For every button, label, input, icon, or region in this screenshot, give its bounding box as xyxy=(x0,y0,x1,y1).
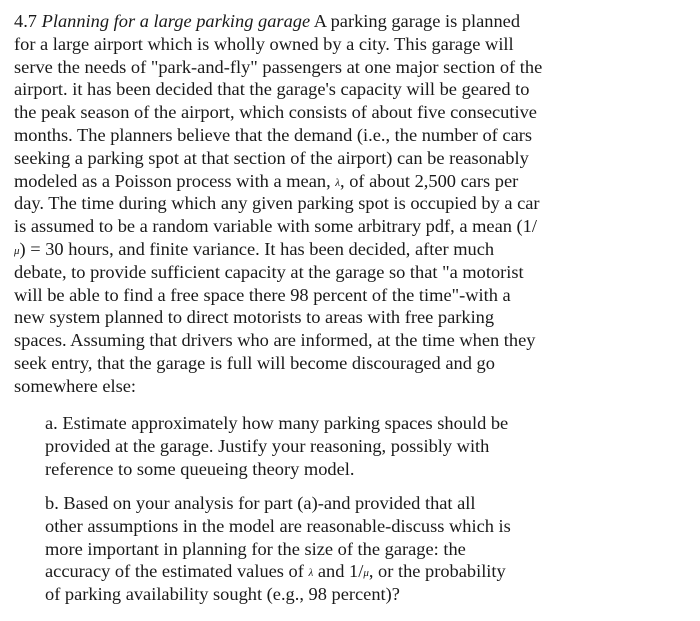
part-b-text: , or the probability xyxy=(368,561,506,582)
problem-line-2: for a large airport which is wholly owned by a city. This garage will xyxy=(14,33,514,54)
problem-line-17: somewhere else: xyxy=(14,375,137,396)
problem-line-16: seek entry, that the garage is full will become discouraged and go xyxy=(14,352,495,373)
part-b-line-3: more important in planning for the size of the garage: the xyxy=(45,538,466,559)
problem-text: modeled as a Poisson process with a mean, xyxy=(14,170,336,191)
part-b-line-5: of parking availability sought (e.g., 98 percent)? xyxy=(45,584,400,605)
part-b-text: accuracy of the estimated values of xyxy=(45,561,309,582)
part-b-text: and 1/ xyxy=(313,561,364,582)
problem-line-1 xyxy=(14,10,686,33)
part-b-line-2: other assumptions in the model are reasonable-discuss which is xyxy=(45,515,511,536)
problem-statement xyxy=(14,10,700,398)
mu-symbol: μ xyxy=(363,567,369,580)
problem-line-14: new system planned to direct motorists to areas with free parking xyxy=(14,307,495,328)
problem-number: 4.7 xyxy=(14,11,37,31)
mu-symbol: μ xyxy=(14,244,20,257)
part-a-line-2: provided at the garage. Justify your reasoning, possibly with xyxy=(45,435,490,456)
problem-line-4: airport. it has been decided that the garage's capacity will be geared to xyxy=(14,79,530,100)
problem-line-3: serve the needs of "park-and-fly" passengers at one major section of the xyxy=(14,56,543,77)
part-a-line-1: a. Estimate approximately how many parking spaces should be xyxy=(45,413,509,433)
problem-text: A parking garage is planned xyxy=(310,11,521,31)
part-a-line-3: reference to some queueing theory model. xyxy=(45,458,355,479)
lambda-symbol: λ xyxy=(335,176,341,189)
problem-text: , of about 2,500 cars per xyxy=(340,170,519,191)
part-b-line-1: b. Based on your analysis for part (a)-and provided that all xyxy=(45,493,476,513)
problem-line-6: months. The planners believe that the demand (i.e., the number of cars xyxy=(14,124,533,145)
problem-title: Planning for a large parking garage xyxy=(41,11,311,31)
lambda-symbol: λ xyxy=(308,567,314,580)
problem-line-11 xyxy=(14,238,686,261)
problem-line-7: seeking a parking spot at that section of the airport) can be reasonably xyxy=(14,147,529,168)
problem-line-5: the peak season of the airport, which consists of about five consecutive xyxy=(14,102,537,123)
problem-line-13: will be able to find a free space there 98 percent of the time"-with a xyxy=(14,284,511,305)
part-a xyxy=(45,412,685,480)
problem-line-15: spaces. Assuming that drivers who are informed, at the time when they xyxy=(14,330,536,351)
part-b xyxy=(45,492,685,606)
problem-line-12: debate, to provide sufficient capacity at the garage so that "a motorist xyxy=(14,261,524,282)
part-b-line-4 xyxy=(45,560,685,583)
problem-line-9: day. The time during which any given parking spot is occupied by a car xyxy=(14,193,540,214)
problem-line-10: is assumed to be a random variable with some arbitrary pdf, a mean (1/ xyxy=(14,216,537,237)
problem-text: ) = 30 hours, and finite variance. It has been decided, after much xyxy=(19,238,495,259)
problem-line-8 xyxy=(14,170,686,193)
